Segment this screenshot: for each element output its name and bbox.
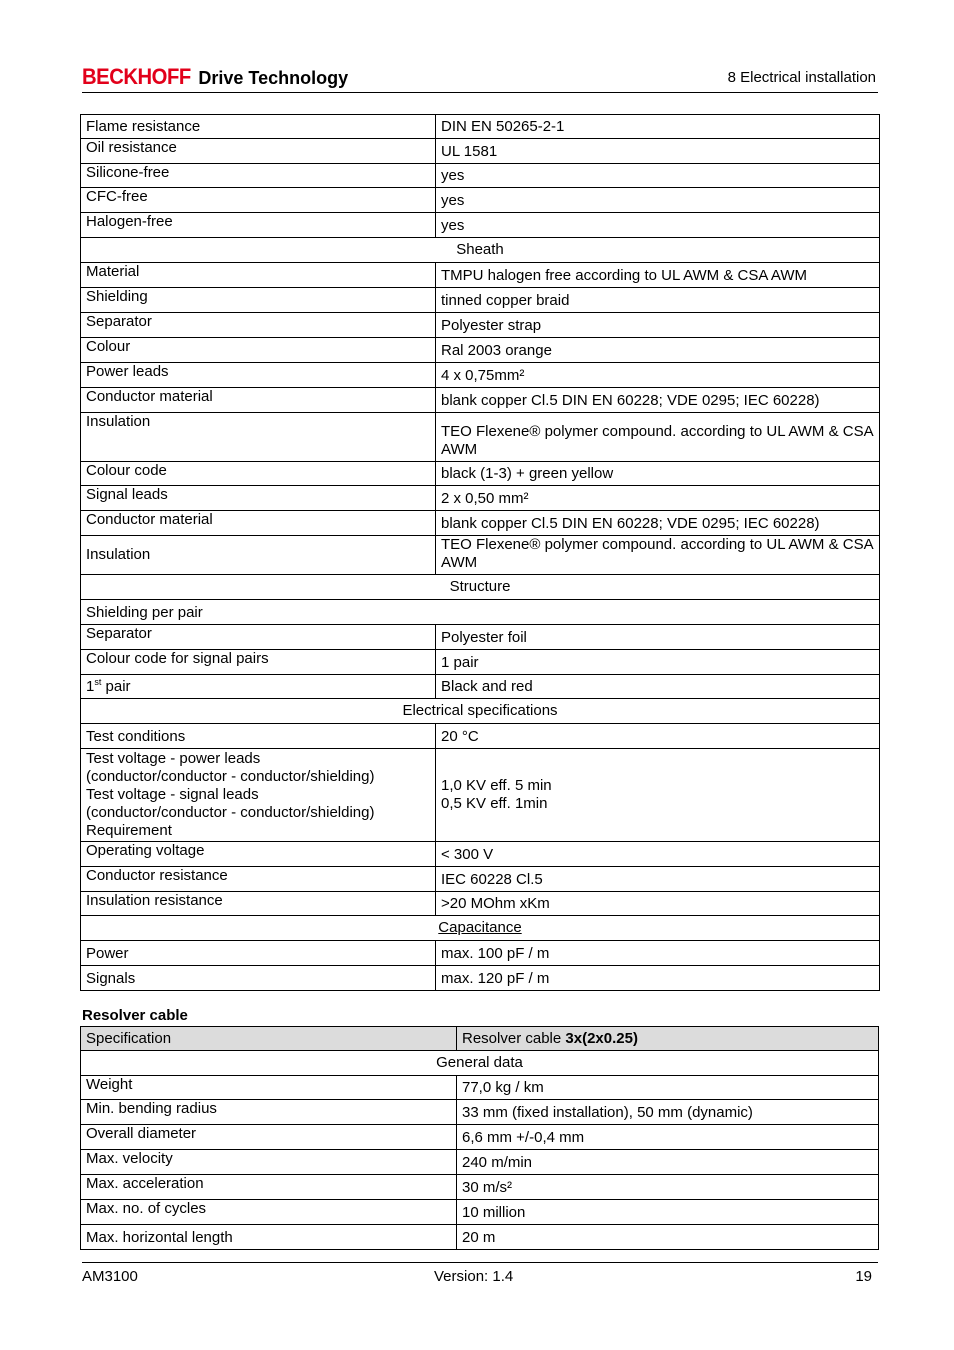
spec-value: UL 1581 xyxy=(436,139,880,164)
spec-label: Operating voltage xyxy=(81,842,436,867)
spec-value: 4 x 0,75mm² xyxy=(436,363,880,388)
table-row xyxy=(81,749,880,842)
spec-label: CFC-free xyxy=(81,188,436,213)
spec-value: TMPU halogen free according to UL AWM & CSA AWM xyxy=(436,263,880,288)
spec-value: Ral 2003 orange xyxy=(436,338,880,363)
table-row xyxy=(81,625,880,650)
capacitance-heading: Capacitance xyxy=(438,919,522,936)
section-heading xyxy=(81,916,880,941)
document-id: AM3100 xyxy=(82,1268,138,1285)
value-line: 0,5 KV eff. 1min xyxy=(441,795,548,812)
table-row xyxy=(81,486,880,511)
spec-label: Signal leads xyxy=(81,486,436,511)
spec-value: IEC 60228 Cl.5 xyxy=(436,867,880,892)
spec-value: 2 x 0,50 mm² xyxy=(436,486,880,511)
spec-label: Oil resistance xyxy=(81,139,436,164)
spec-label: Separator xyxy=(81,625,436,650)
resolver-heading: Resolver cable xyxy=(82,1007,188,1024)
table-header-row xyxy=(81,1027,879,1051)
spec-label: Conductor resistance xyxy=(81,867,436,892)
section-heading: Sheath xyxy=(81,238,880,263)
table-row xyxy=(81,966,880,991)
spec-label: Signals xyxy=(81,966,436,991)
spec-label: Shielding per pair xyxy=(81,600,880,625)
brand xyxy=(82,64,348,90)
label-line: (conductor/conductor - conductor/shielding) xyxy=(86,804,375,821)
table-row xyxy=(81,675,880,699)
spec-label: Test conditions xyxy=(81,724,436,749)
spec-header-value xyxy=(457,1027,879,1051)
table-row xyxy=(81,1150,879,1175)
table-row xyxy=(81,536,880,575)
section-title: 8 Electrical installation xyxy=(727,69,876,86)
spec-label: Material xyxy=(81,263,436,288)
spec-value: blank copper Cl.5 DIN EN 60228; VDE 0295; IEC 60228) xyxy=(436,511,880,536)
spec-value: max. 120 pF / m xyxy=(436,966,880,991)
table-row xyxy=(81,892,880,916)
page-footer xyxy=(82,1262,878,1285)
spec-label: Colour code xyxy=(81,462,436,486)
table-row xyxy=(81,213,880,238)
section-row xyxy=(81,916,880,941)
section-row xyxy=(81,1051,879,1076)
document-version: Version: 1.4 xyxy=(434,1268,514,1285)
page-header xyxy=(82,60,878,93)
table-row xyxy=(81,867,880,892)
spec-label: Colour xyxy=(81,338,436,363)
table-row xyxy=(81,263,880,288)
table-row xyxy=(81,1175,879,1200)
table-row xyxy=(81,1076,879,1100)
spec-label xyxy=(81,675,436,699)
spec-value: blank copper Cl.5 DIN EN 60228; VDE 0295; IEC 60228) xyxy=(436,388,880,413)
spec-value: 240 m/min xyxy=(457,1150,879,1175)
table-row xyxy=(81,462,880,486)
spec-label: Silicone-free xyxy=(81,164,436,188)
table-row xyxy=(81,842,880,867)
spec-value: Polyester foil xyxy=(436,625,880,650)
spec-label: Separator xyxy=(81,313,436,338)
spec-label: Weight xyxy=(81,1076,457,1100)
spec-value: TEO Flexene® polymer compound. according to UL AWM & CSA AWM xyxy=(436,536,880,575)
table-row xyxy=(81,115,880,139)
spec-value: 10 million xyxy=(457,1200,879,1225)
spec-value-prefix: Resolver cable xyxy=(462,1029,566,1047)
spec-value: 30 m/s² xyxy=(457,1175,879,1200)
spec-label: Power leads xyxy=(81,363,436,388)
spec-label xyxy=(81,749,436,842)
spec-label: Insulation xyxy=(81,413,436,462)
table-row xyxy=(81,1200,879,1225)
beckhoff-logo: BECKHOFF xyxy=(82,64,191,89)
spec-value: 33 mm (fixed installation), 50 mm (dynamic) xyxy=(457,1100,879,1125)
spec-label: Max. acceleration xyxy=(81,1175,457,1200)
label-line: Requirement xyxy=(86,822,172,839)
spec-label: Colour code for signal pairs xyxy=(81,650,436,675)
page-number: 19 xyxy=(855,1268,872,1285)
spec-value-bold: 3x(2x0.25) xyxy=(565,1029,638,1047)
spec-label: Insulation xyxy=(81,536,436,575)
label-line: Test voltage - signal leads xyxy=(86,786,259,803)
table-row xyxy=(81,600,880,625)
spec-label: Halogen-free xyxy=(81,213,436,238)
spec-value: 20 °C xyxy=(436,724,880,749)
spec-value: 77,0 kg / km xyxy=(457,1076,879,1100)
spec-label: Conductor material xyxy=(81,388,436,413)
table-row xyxy=(81,188,880,213)
spec-value: max. 100 pF / m xyxy=(436,941,880,966)
section-row xyxy=(81,699,880,724)
label-line: Test voltage - power leads xyxy=(86,750,261,767)
table-row xyxy=(81,1125,879,1150)
table-row xyxy=(81,164,880,188)
section-row xyxy=(81,238,880,263)
resolver-cable-table xyxy=(80,1026,879,1250)
spec-label: Conductor material xyxy=(81,511,436,536)
spec-value: >20 MOhm xKm xyxy=(436,892,880,916)
spec-value xyxy=(436,749,880,842)
pair-text: pair xyxy=(101,678,131,695)
label-line: (conductor/conductor - conductor/shielding) xyxy=(86,768,375,785)
table-row xyxy=(81,1100,879,1125)
section-heading: General data xyxy=(81,1051,879,1076)
section-heading: Structure xyxy=(81,575,880,600)
table-row xyxy=(81,313,880,338)
spec-label: Max. velocity xyxy=(81,1150,457,1175)
cable-spec-table xyxy=(80,114,880,991)
spec-label: Max. horizontal length xyxy=(81,1225,457,1250)
spec-value: TEO Flexene® polymer compound. according to UL AWM & CSA AWM xyxy=(436,413,880,462)
brand-subtitle: Drive Technology xyxy=(198,68,349,88)
section-heading: Electrical specifications xyxy=(81,699,880,724)
table-row xyxy=(81,413,880,462)
spec-value: DIN EN 50265-2-1 xyxy=(436,115,880,139)
table-row xyxy=(81,511,880,536)
spec-value: yes xyxy=(436,164,880,188)
table-row xyxy=(81,724,880,749)
spec-label: Overall diameter xyxy=(81,1125,457,1150)
section-row xyxy=(81,575,880,600)
value-line: 1,0 KV eff. 5 min xyxy=(441,777,552,794)
spec-label: Min. bending radius xyxy=(81,1100,457,1125)
ordinal-suffix: st xyxy=(94,677,102,687)
spec-value: 20 m xyxy=(457,1225,879,1250)
spec-value: black (1-3) + green yellow xyxy=(436,462,880,486)
spec-label: Shielding xyxy=(81,288,436,313)
spec-label: Flame resistance xyxy=(81,115,436,139)
spec-value: Polyester strap xyxy=(436,313,880,338)
spec-label: Power xyxy=(81,941,436,966)
spec-label: Insulation resistance xyxy=(81,892,436,916)
spec-value: 6,6 mm +/-0,4 mm xyxy=(457,1125,879,1150)
table-row xyxy=(81,288,880,313)
spec-value: 1 pair xyxy=(436,650,880,675)
spec-header-label: Specification xyxy=(81,1027,457,1051)
spec-value: tinned copper braid xyxy=(436,288,880,313)
table-row xyxy=(81,388,880,413)
table-row xyxy=(81,338,880,363)
table-row xyxy=(81,363,880,388)
spec-value: yes xyxy=(436,188,880,213)
spec-value: yes xyxy=(436,213,880,238)
ordinal-number: 1 xyxy=(86,678,95,695)
table-row xyxy=(81,139,880,164)
table-row xyxy=(81,650,880,675)
table-row xyxy=(81,1225,879,1250)
spec-value: < 300 V xyxy=(436,842,880,867)
spec-label: Max. no. of cycles xyxy=(81,1200,457,1225)
table-row xyxy=(81,941,880,966)
spec-value: Black and red xyxy=(436,675,880,699)
